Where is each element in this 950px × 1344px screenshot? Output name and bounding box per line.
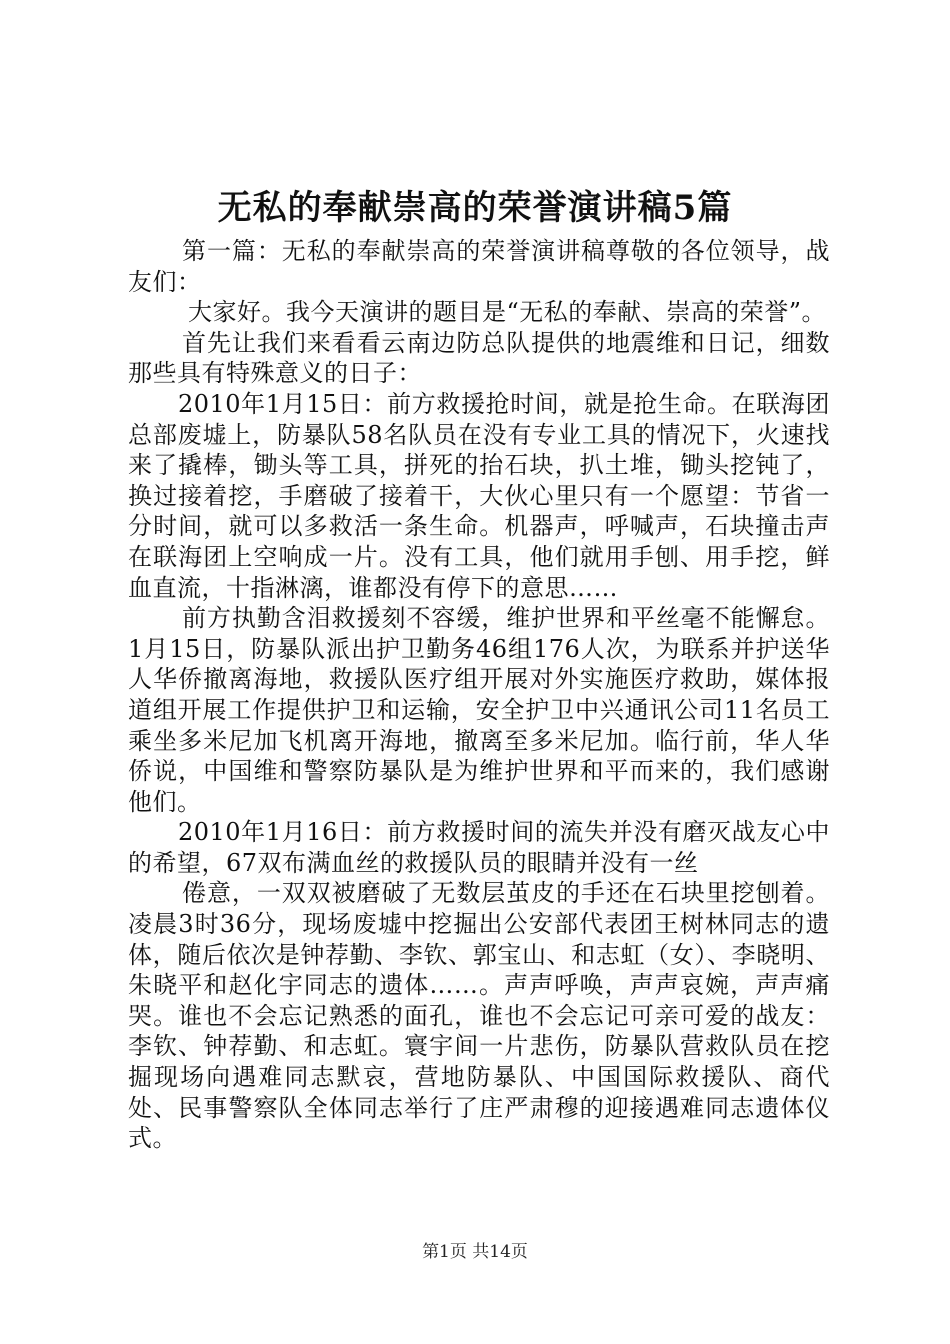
paragraph-jan-15-escort: 前方执勤含泪救援刻不容缓，维护世界和平丝毫不能懈怠。1月15日，防暴队派出护卫勤务46组176人次，为联系并护送华人华侨撤离海地，救援队医疗组开展对外实施医疗救助，媒体报道组开展工作提供护卫和运输，安全护卫中兴通讯公司11名员工乘坐多米尼加飞机离开海地，撤离至多米尼加。临行前，华人华侨说，中国维和警察防暴队是为维护世界和平而来的，我们感谢他们。 [128, 604, 830, 816]
paragraph-jan-16: 2010年1月16日：前方救援时间的流失并没有磨灭战友心中的希望，67双布满血丝的救援队员的眼睛并没有一丝 [128, 818, 830, 877]
paragraph-intro: 第一篇：无私的奉献崇高的荣誉演讲稿尊敬的各位领导，战友们： [128, 237, 830, 296]
document-title: 无私的奉献崇高的荣誉演讲稿5篇 [217, 188, 733, 228]
paragraph-jan-16-continued: 倦意，一双双被磨破了无数层茧皮的手还在石块里挖刨着。凌晨3时36分，现场废墟中挖掘出公安部代表团王树林同志的遗体，随后依次是钟荐勤、李钦、郭宝山、和志虹（女）、李晓明、朱晓平和赵化宇同志的遗体……。声声呼唤，声声哀婉，声声痛哭。谁也不会忘记熟悉的面孔，谁也不会忘记可亲可爱的战友：李钦、钟荐勤、和志虹。寰宇间一片悲伤，防暴队营救队员在挖掘现场向遇难同志默哀，营地防暴队、中国国际救援队、商代处、民事警察队全体同志举行了庄严肃穆的迎接遇难同志遗体仪式。 [128, 879, 830, 1153]
paragraph-jan-15: 2010年1月15日：前方救援抢时间，就是抢生命。在联海团总部废墟上，防暴队58名队员在没有专业工具的情况下，火速找来了撬棒，锄头等工具，拼死的抬石块，扒土堆，锄头挖钝了，换过接着挖，手磨破了接着干，大伙心里只有一个愿望：节省一分时间，就可以多救活一条生命。机器声，呼喊声，石块撞击声在联海团上空响成一片。没有工具，他们就用手刨、用手挖，鲜血直流，十指淋漓，谁都没有停下的意思…… [128, 389, 830, 602]
document-body [128, 236, 830, 1154]
paragraph-diary-intro: 首先让我们来看看云南边防总队提供的地震维和日记，细数那些具有特殊意义的日子： [128, 328, 830, 388]
page-number-footer: 第1页 共14页 [422, 1242, 528, 1262]
paragraph-greeting: 大家好。我今天演讲的题目是“无私的奉献、崇高的荣誉”。 [188, 298, 827, 327]
